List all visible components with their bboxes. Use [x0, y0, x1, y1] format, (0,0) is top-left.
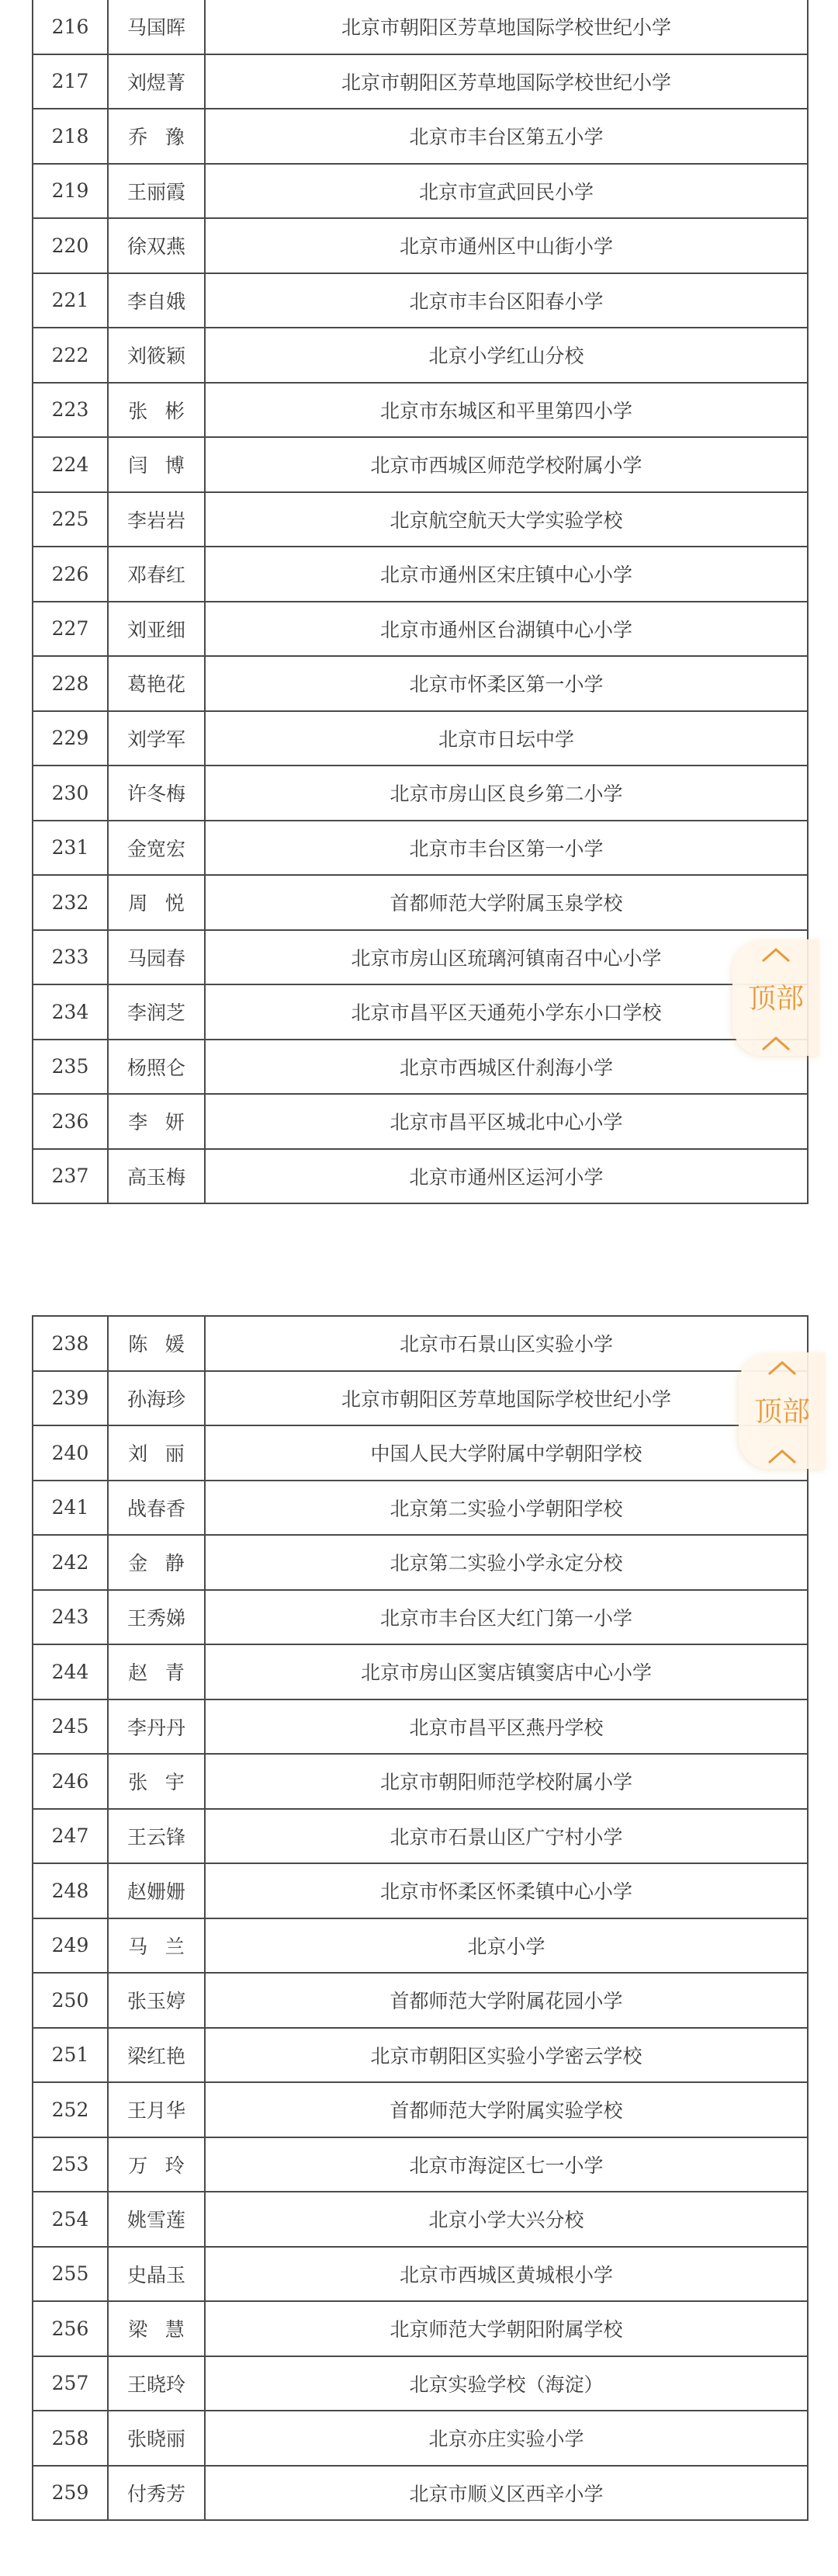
school-name: 北京市西城区黄城根小学 — [205, 2247, 808, 2302]
row-number: 249 — [33, 1918, 108, 1974]
person-name: 葛艳花 — [108, 656, 205, 711]
school-name: 北京市房山区良乡第二小学 — [205, 766, 808, 821]
table-row — [33, 328, 808, 383]
person-name: 万玲 — [108, 2137, 205, 2192]
school-name: 北京市海淀区七一小学 — [205, 2137, 808, 2192]
row-number: 232 — [33, 875, 108, 930]
school-name: 北京第二实验小学朝阳学校 — [205, 1481, 808, 1536]
school-name: 北京市朝阳区芳草地国际学校世纪小学 — [205, 54, 808, 109]
school-name: 北京市西城区师范学校附属小学 — [205, 437, 808, 492]
table-row — [33, 602, 808, 657]
row-number: 222 — [33, 328, 108, 383]
table-row — [33, 54, 808, 109]
table-row — [33, 984, 808, 1040]
table-row — [33, 1316, 808, 1371]
school-name: 首都师范大学附属花园小学 — [205, 1973, 808, 2028]
person-name: 王云锋 — [108, 1809, 205, 1864]
school-name: 北京小学 — [205, 1918, 808, 1974]
school-name: 北京市通州区宋庄镇中心小学 — [205, 547, 808, 602]
back-to-top-label: 顶部 — [753, 1396, 810, 1428]
person-name: 李妍 — [108, 1094, 205, 1149]
school-name: 北京市石景山区广宁村小学 — [205, 1809, 808, 1864]
person-name: 梁慧 — [108, 2301, 205, 2356]
person-name: 高玉梅 — [108, 1149, 205, 1204]
school-name: 北京市顺义区西辛小学 — [205, 2466, 808, 2521]
row-number: 220 — [33, 218, 108, 273]
school-name: 首都师范大学附属玉泉学校 — [205, 875, 808, 930]
row-number: 258 — [33, 2411, 108, 2466]
row-number: 216 — [33, 0, 108, 54]
table-row — [33, 766, 808, 821]
table-row — [33, 0, 808, 54]
table-row — [33, 1809, 808, 1864]
school-name: 北京市丰台区阳春小学 — [205, 273, 808, 328]
row-number: 227 — [33, 602, 108, 657]
row-number: 259 — [33, 2466, 108, 2521]
school-name: 北京市朝阳师范学校附属小学 — [205, 1754, 808, 1809]
person-name: 刘亚细 — [108, 602, 205, 657]
row-number: 221 — [33, 273, 108, 328]
row-number: 245 — [33, 1699, 108, 1755]
person-name: 乔豫 — [108, 109, 205, 164]
row-number: 250 — [33, 1973, 108, 2028]
row-number: 256 — [33, 2301, 108, 2356]
table-row — [33, 2082, 808, 2137]
row-number: 217 — [33, 54, 108, 109]
row-number: 244 — [33, 1644, 108, 1699]
person-name: 梁红艳 — [108, 2028, 205, 2083]
school-name: 北京市宣武回民小学 — [205, 164, 808, 219]
table-row — [33, 1481, 808, 1536]
person-name: 邓春红 — [108, 547, 205, 602]
school-name: 北京小学大兴分校 — [205, 2192, 808, 2247]
table-row — [33, 164, 808, 219]
row-number: 257 — [33, 2356, 108, 2411]
person-name: 刘学军 — [108, 711, 205, 766]
row-number: 228 — [33, 656, 108, 711]
school-name: 北京市石景山区实验小学 — [205, 1316, 808, 1371]
table-row — [33, 2137, 808, 2192]
person-name: 闫博 — [108, 437, 205, 492]
person-name: 王月华 — [108, 2082, 205, 2137]
person-name: 陈媛 — [108, 1316, 205, 1371]
school-name: 北京市丰台区第五小学 — [205, 109, 808, 164]
person-name: 李润芝 — [108, 984, 205, 1040]
table-row — [33, 2466, 808, 2521]
table-row — [33, 492, 808, 547]
school-name: 北京市昌平区燕丹学校 — [205, 1699, 808, 1755]
row-number: 219 — [33, 164, 108, 219]
school-name: 北京航空航天大学实验学校 — [205, 492, 808, 547]
table-1-body — [33, 0, 808, 1203]
person-name: 王丽霞 — [108, 164, 205, 219]
table-row — [33, 1535, 808, 1590]
table-row — [33, 1699, 808, 1755]
row-number: 252 — [33, 2082, 108, 2137]
school-name: 北京市通州区台湖镇中心小学 — [205, 602, 808, 657]
person-name: 张玉婷 — [108, 1973, 205, 2028]
table-row — [33, 2247, 808, 2302]
row-number: 226 — [33, 547, 108, 602]
row-number: 230 — [33, 766, 108, 821]
row-number: 253 — [33, 2137, 108, 2192]
table-row — [33, 383, 808, 438]
person-name: 马国晖 — [108, 0, 205, 54]
school-name: 北京市昌平区天通苑小学东小口学校 — [205, 984, 808, 1040]
row-number: 255 — [33, 2247, 108, 2302]
table-row — [33, 1754, 808, 1809]
school-name: 首都师范大学附属实验学校 — [205, 2082, 808, 2137]
person-name: 史晶玉 — [108, 2247, 205, 2302]
table-row — [33, 1094, 808, 1149]
row-number: 235 — [33, 1040, 108, 1095]
person-name: 金静 — [108, 1535, 205, 1590]
table-row — [33, 821, 808, 876]
table-row — [33, 218, 808, 273]
table-row — [33, 2411, 808, 2466]
table-row — [33, 1149, 808, 1204]
person-name: 李自娥 — [108, 273, 205, 328]
chevron-up-icon — [760, 947, 791, 963]
table-row — [33, 875, 808, 930]
school-name: 北京市通州区中山街小学 — [205, 218, 808, 273]
person-name: 金宽宏 — [108, 821, 205, 876]
person-name: 付秀芳 — [108, 2466, 205, 2521]
chevron-up-icon — [760, 1036, 791, 1051]
table-row — [33, 2301, 808, 2356]
row-number: 237 — [33, 1149, 108, 1204]
school-name: 北京市日坛中学 — [205, 711, 808, 766]
person-name: 周悦 — [108, 875, 205, 930]
school-name: 北京第二实验小学永定分校 — [205, 1535, 808, 1590]
row-number: 229 — [33, 711, 108, 766]
table-row — [33, 1425, 808, 1481]
person-name: 刘筱颖 — [108, 328, 205, 383]
school-name: 北京市朝阳区芳草地国际学校世纪小学 — [205, 1371, 808, 1426]
back-to-top-button[interactable] — [732, 939, 819, 1056]
award-list-table-1 — [32, 0, 809, 1204]
row-number: 239 — [33, 1371, 108, 1426]
table-row — [33, 547, 808, 602]
school-name: 中国人民大学附属中学朝阳学校 — [205, 1425, 808, 1481]
person-name: 许冬梅 — [108, 766, 205, 821]
person-name: 徐双燕 — [108, 218, 205, 273]
school-name: 北京市房山区窦店镇窦店中心小学 — [205, 1644, 808, 1699]
person-name: 杨照仑 — [108, 1040, 205, 1095]
table-row — [33, 1644, 808, 1699]
person-name: 张宇 — [108, 1754, 205, 1809]
award-list-table-2 — [32, 1315, 809, 2521]
table-row — [33, 930, 808, 985]
person-name: 孙海珍 — [108, 1371, 205, 1426]
row-number: 234 — [33, 984, 108, 1040]
table-row — [33, 1863, 808, 1918]
table-row — [33, 1371, 808, 1426]
table-row — [33, 1973, 808, 2028]
row-number: 251 — [33, 2028, 108, 2083]
chevron-up-icon — [767, 1449, 798, 1464]
person-name: 李岩岩 — [108, 492, 205, 547]
table-row — [33, 656, 808, 711]
row-number: 254 — [33, 2192, 108, 2247]
person-name: 王晓玲 — [108, 2356, 205, 2411]
person-name: 赵青 — [108, 1644, 205, 1699]
school-name: 北京亦庄实验小学 — [205, 2411, 808, 2466]
person-name: 马园春 — [108, 930, 205, 985]
person-name: 姚雪莲 — [108, 2192, 205, 2247]
person-name: 刘丽 — [108, 1425, 205, 1481]
table-row — [33, 273, 808, 328]
row-number: 225 — [33, 492, 108, 547]
table-2-body — [33, 1316, 808, 2520]
table-row — [33, 1918, 808, 1974]
school-name: 北京师范大学朝阳附属学校 — [205, 2301, 808, 2356]
row-number: 240 — [33, 1425, 108, 1481]
row-number: 233 — [33, 930, 108, 985]
row-number: 243 — [33, 1590, 108, 1645]
row-number: 238 — [33, 1316, 108, 1371]
table-row — [33, 1590, 808, 1645]
school-name: 北京市怀柔区怀柔镇中心小学 — [205, 1863, 808, 1918]
row-number: 236 — [33, 1094, 108, 1149]
table-row — [33, 437, 808, 492]
table-row — [33, 2192, 808, 2247]
row-number: 223 — [33, 383, 108, 438]
school-name: 北京市朝阳区芳草地国际学校世纪小学 — [205, 0, 808, 54]
person-name: 赵姗姗 — [108, 1863, 205, 1918]
school-name: 北京市东城区和平里第四小学 — [205, 383, 808, 438]
back-to-top-label: 顶部 — [747, 983, 804, 1015]
table-row — [33, 109, 808, 164]
school-name: 北京小学红山分校 — [205, 328, 808, 383]
person-name: 王秀娣 — [108, 1590, 205, 1645]
row-number: 231 — [33, 821, 108, 876]
school-name: 北京市朝阳区实验小学密云学校 — [205, 2028, 808, 2083]
row-number: 241 — [33, 1481, 108, 1536]
chevron-up-icon — [767, 1360, 798, 1376]
school-name: 北京市房山区琉璃河镇南召中心小学 — [205, 930, 808, 985]
person-name: 张彬 — [108, 383, 205, 438]
school-name: 北京市丰台区大红门第一小学 — [205, 1590, 808, 1645]
school-name: 北京市昌平区城北中心小学 — [205, 1094, 808, 1149]
back-to-top-button[interactable] — [739, 1352, 826, 1469]
person-name: 刘煜菁 — [108, 54, 205, 109]
row-number: 218 — [33, 109, 108, 164]
school-name: 北京市丰台区第一小学 — [205, 821, 808, 876]
table-row — [33, 2028, 808, 2083]
table-row — [33, 2356, 808, 2411]
school-name: 北京市西城区什刹海小学 — [205, 1040, 808, 1095]
row-number: 246 — [33, 1754, 108, 1809]
table-row — [33, 711, 808, 766]
school-name: 北京市怀柔区第一小学 — [205, 656, 808, 711]
person-name: 马兰 — [108, 1918, 205, 1974]
person-name: 张晓丽 — [108, 2411, 205, 2466]
row-number: 248 — [33, 1863, 108, 1918]
person-name: 战春香 — [108, 1481, 205, 1536]
school-name: 北京实验学校（海淀） — [205, 2356, 808, 2411]
school-name: 北京市通州区运河小学 — [205, 1149, 808, 1204]
row-number: 224 — [33, 437, 108, 492]
table-row — [33, 1040, 808, 1095]
row-number: 242 — [33, 1535, 108, 1590]
person-name: 李丹丹 — [108, 1699, 205, 1755]
row-number: 247 — [33, 1809, 108, 1864]
